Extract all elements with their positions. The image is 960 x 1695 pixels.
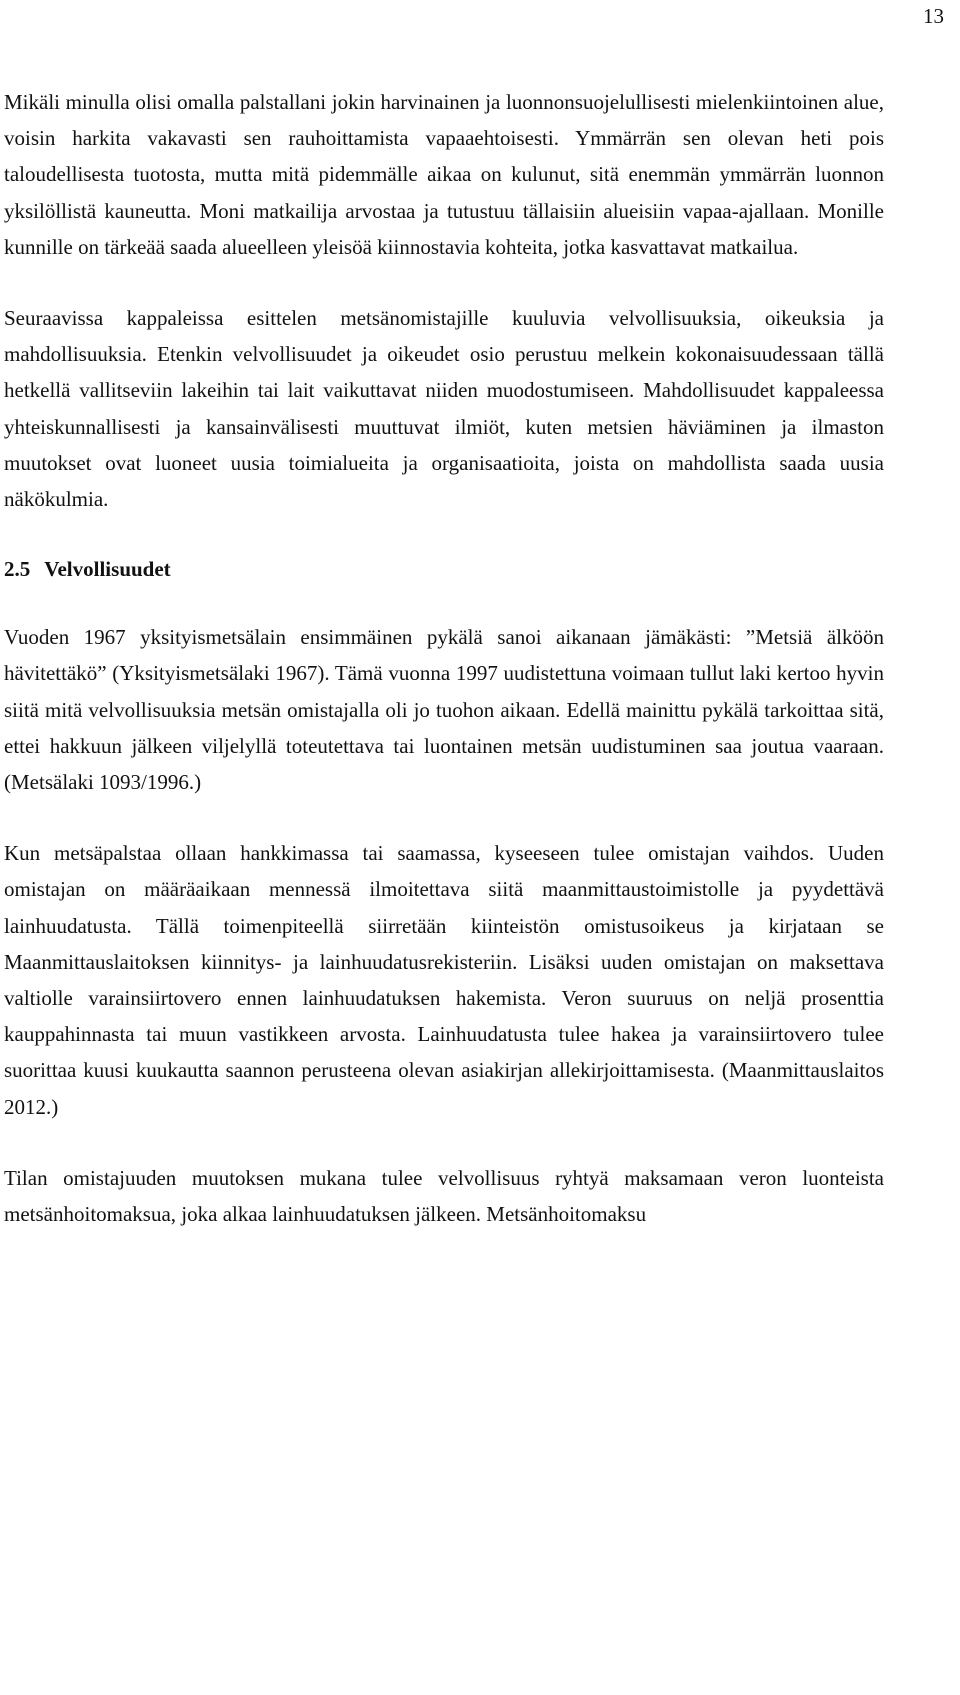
section-number: 2.5	[4, 557, 31, 582]
document-body	[4, 84, 884, 1232]
paragraph-forest-law: Vuoden 1967 yksityismetsälain ensimmäinen pykälä sanoi aikanaan jämäkästi: ”Metsiä älköön hävitettäkö” (Yksityismetsälaki 1967). Tämä vuonna 1997 uudistettuna voimaan tullut laki kertoo hyvin siitä mitä velvollisuuksia metsän omistajalla oli jo tuohon aikaan. Edellä mainittu pykälä tarkoittaa sitä, ettei hakkuun jälkeen viljelyllä toteutettava tai luontainen metsän uudistuminen saa joutua vaaraan. (Metsälaki 1093/1996.)	[4, 625, 884, 795]
paragraph-section-intro: Seuraavissa kappaleissa esittelen metsänomistajille kuuluvia velvollisuuksia, oikeuksia ja mahdollisuuksia. Etenkin velvollisuudet ja oikeudet osio perustuu melkein kokonaisuudessaan tällä hetkellä vallitseviin lakeihin tai lait vaikuttavat niiden muodostumiseen. Mahdollisuudet kappaleessa yhteiskunnallisesti ja kansainvälisesti muuttuvat ilmiöt, kuten metsien häviäminen ja ilmaston muutokset ovat luoneet uusia toimialueita ja organisaatioita, joista on mahdollista saada uusia näkökulmia.	[4, 306, 884, 512]
paragraph-forest-fee: Tilan omistajuuden muutoksen mukana tulee velvollisuus ryhtyä maksamaan veron luonteista metsänhoitomaksua, joka alkaa lainhuudatuksen jälkeen. Metsänhoitomaksu	[4, 1165, 884, 1227]
page-number: 13	[923, 4, 944, 28]
paragraph-ownership-change: Kun metsäpalstaa ollaan hankkimassa tai saamassa, kyseeseen tulee omistajan vaihdos. Uuden omistajan on määräaikaan mennessä ilmoitettava siitä maanmittaustoimistolle ja pyydettävä lainhuudatusta. Tällä toimenpiteellä siirretään kiinteistön omistusoikeus ja kirjataan se Maanmittauslaitoksen kiinnitys- ja lainhuudatusrekisteriin. Lisäksi uuden omistajan on maksettava valtiolle varainsiirtovero ennen lainhuudatuksen hakemista. Veron suuruus on neljä prosenttia kauppahinnasta tai muun vastikkeen arvosta. Lainhuudatusta tulee hakea ja varainsiirtovero tulee suorittaa kuusi kuukautta saannon perusteena olevan asiakirjan allekirjoittamisesta. (Maanmittauslaitos 2012.)	[4, 841, 884, 1119]
paragraph-nature-tourism: Mikäli minulla olisi omalla palstallani jokin harvinainen ja luonnonsuojelullisesti mielenkiintoinen alue, voisin harkita vakavasti sen rauhoittamista vapaaehtoisesti. Ymmärrän sen olevan heti pois taloudellisesta tuotosta, mutta mitä pidemmälle aikaa on kulunut, sitä enemmän ymmärrän luonnon yksilöllistä kauneutta. Moni matkailija arvostaa ja tutustuu tällaisiin alueisiin vapaa-ajallaan. Monille kunnille on tärkeää saada alueelleen yleisöä kiinnostavia kohteita, jotka kasvattavat matkailua.	[4, 90, 884, 259]
section-heading	[4, 551, 884, 587]
section-title: Velvollisuudet	[44, 557, 171, 582]
